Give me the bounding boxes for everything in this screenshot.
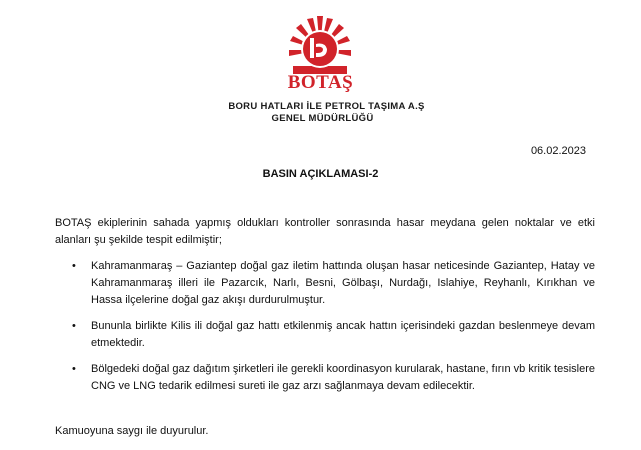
bullet-list	[55, 258, 595, 404]
bullet-icon: •	[72, 363, 76, 375]
brand-name: BOTAŞ	[287, 72, 354, 93]
botas-logo-icon	[285, 16, 355, 76]
document-date: 06.02.2023	[530, 145, 586, 157]
list-item	[55, 361, 595, 395]
document-title: BASIN AÇIKLAMASI-2	[262, 168, 379, 180]
list-item-text: Bölgedeki doğal gaz dağıtım şirketleri ile gerekli koordinasyon kurularak, hastane, fırın vb kritik tesislere CNG ve LNG tedarik edilmesi sureti ile gaz arzı sağlanmaya devam edilecektir.	[91, 363, 595, 392]
list-item-text: Bununla birlikte Kilis ili doğal gaz hattı etkilenmiş ancak hattın içerisindeki gazdan beslenmeye devam etmektedir.	[91, 320, 595, 349]
company-department: GENEL MÜDÜRLÜĞÜ	[271, 113, 374, 124]
closing-line: Kamuoyuna saygı ile duyurulur.	[55, 425, 209, 437]
list-item	[55, 318, 595, 352]
bullet-icon: •	[72, 260, 76, 272]
list-item	[55, 258, 595, 309]
company-name: BORU HATLARI İLE PETROL TAŞIMA A.Ş	[228, 101, 425, 112]
intro-paragraph: BOTAŞ ekiplerinin sahada yapmış oldukları kontroller sonrasında hasar meydana gelen noktalar ve etki alanları şu şekilde tespit edilmiştir;	[55, 217, 595, 246]
list-item-text: Kahramanmaraş – Gaziantep doğal gaz iletim hattında oluşan hasar neticesinde Gaziantep, Hatay ve Kahramanmaraş illeri ile Pazarcık, Narlı, Besni, Gölbaşı, Nurdağı, Islahiye, Reyhanlı, Kırıkhan ve Hassa ilçelerine doğal gaz akışı durdurulmuştur.	[91, 260, 595, 306]
bullet-icon: •	[72, 320, 76, 332]
